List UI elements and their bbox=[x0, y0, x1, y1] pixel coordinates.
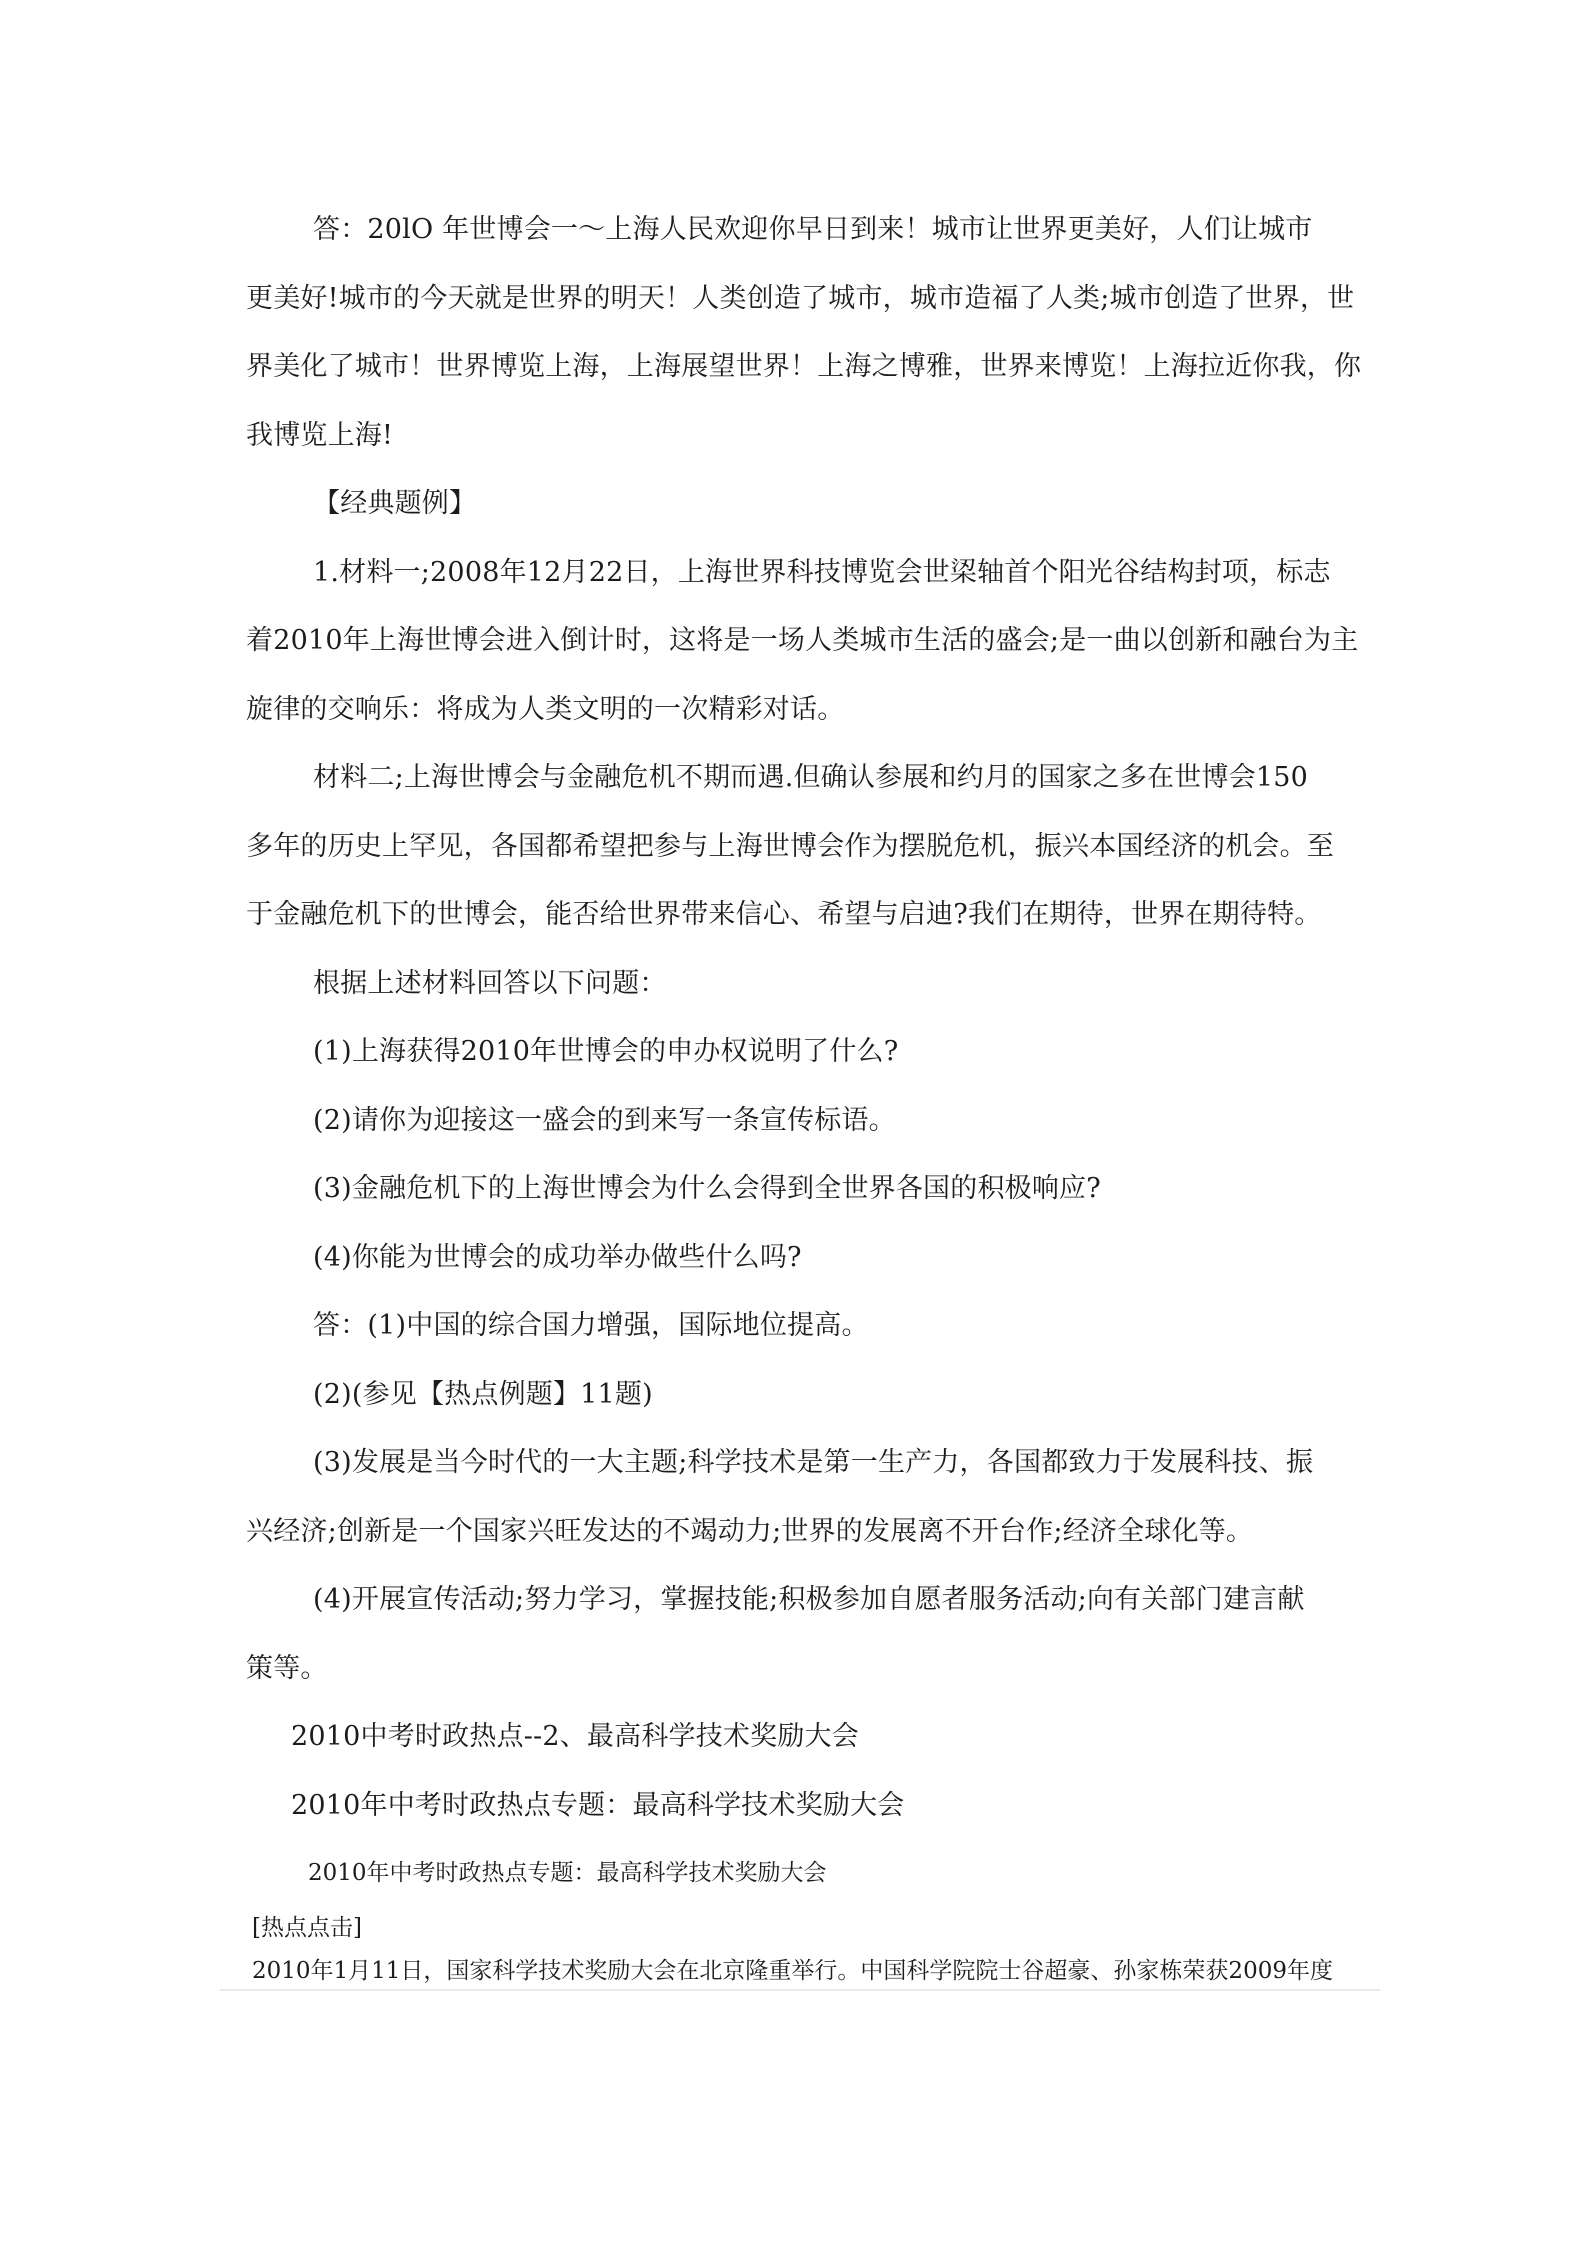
news-line: 2010年1月11日，国家科学技术奖励大会在北京隆重举行。中国科学院院士谷超豪、孙家栋荣获2009年度 bbox=[252, 1958, 1333, 1984]
intro-answer-line-2: 更美好!城市的今天就是世界的明天！人类创造了城市，城市造福了人类;城市创造了世界，世 bbox=[246, 283, 1355, 314]
question-4: (4)你能为世博会的成功举办做些什么吗? bbox=[313, 1242, 802, 1273]
question-1: (1)上海获得2010年世博会的申办权说明了什么? bbox=[313, 1036, 899, 1067]
section-title-1: 2010中考时政热点--2、最高科学技术奖励大会 bbox=[291, 1721, 859, 1752]
hot-click-label: [热点点击] bbox=[252, 1915, 362, 1941]
answer-1: 答：(1)中国的综合国力增强，国际地位提高。 bbox=[313, 1310, 869, 1341]
material-two-line-3: 于金融危机下的世博会，能否给世界带来信心、希望与启迪?我们在期待，世界在期待特。 bbox=[246, 899, 1322, 930]
question-3: (3)金融危机下的上海世博会为什么会得到全世界各国的积极响应? bbox=[313, 1173, 1101, 1204]
material-one-line-2: 着2010年上海世博会进入倒计时，这将是一场人类城市生活的盛会;是一曲以创新和融台为主 bbox=[246, 625, 1359, 656]
material-one-line-3: 旋律的交响乐：将成为人类文明的一次精彩对话。 bbox=[246, 694, 845, 725]
answer-3-line-1: (3)发展是当今时代的一大主题;科学技术是第一生产力，各国都致力于发展科技、振 bbox=[313, 1447, 1314, 1478]
answer-2: (2)(参见【热点例题】11题) bbox=[313, 1379, 653, 1410]
intro-answer-line-3: 界美化了城市！世界博览上海，上海展望世界！上海之博雅，世界来博览！上海拉近你我，你 bbox=[246, 351, 1362, 382]
section-title-2: 2010年中考时政热点专题：最高科学技术奖励大会 bbox=[291, 1790, 905, 1821]
intro-answer-line-4: 我博览上海! bbox=[246, 420, 394, 451]
section-title-3: 2010年中考时政热点专题：最高科学技术奖励大会 bbox=[308, 1860, 827, 1886]
material-two-line-1: 材料二;上海世博会与金融危机不期而遇.但确认参展和约月的国家之多在世博会150 bbox=[313, 762, 1309, 793]
material-two-line-2: 多年的历史上罕见，各国都希望把参与上海世博会作为摆脱危机，振兴本国经济的机会。至 bbox=[246, 831, 1334, 862]
intro-answer-line-1: 答：20lO 年世博会一～上海人民欢迎你早日到来！城市让世界更美好，人们让城市 bbox=[313, 214, 1313, 245]
answer-3-line-2: 兴经济;创新是一个国家兴旺发达的不竭动力;世界的发展离不开台作;经济全球化等。 bbox=[246, 1516, 1254, 1547]
page-divider bbox=[220, 1989, 1380, 1991]
question-instruction: 根据上述材料回答以下问题： bbox=[313, 968, 667, 999]
classic-examples-heading: 【经典题例】 bbox=[313, 488, 477, 519]
answer-4-line-1: (4)开展宣传活动;努力学习，掌握技能;积极参加自愿者服务活动;向有关部门建言献 bbox=[313, 1584, 1305, 1615]
answer-4-line-2: 策等。 bbox=[246, 1653, 328, 1684]
material-one-line-1: 1.材料一;2008年12月22日，上海世界科技博览会世鿄轴首个阳光谷结构封项，标志 bbox=[313, 557, 1331, 588]
question-2: (2)请你为迎接这一盛会的到来写一条宣传标语。 bbox=[313, 1105, 896, 1136]
